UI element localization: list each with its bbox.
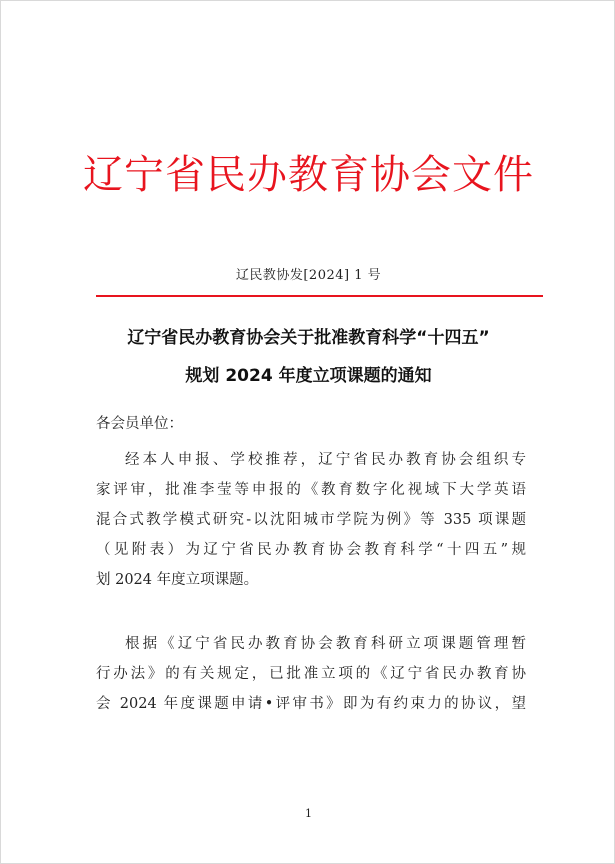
paragraph-2-line: 根据《辽宁省民办教育协会教育科研立项课题管理暂 bbox=[125, 636, 526, 652]
paragraph-2-line: 行办法》的有关规定，已批准立项的《辽宁省民办教育协 bbox=[96, 666, 526, 682]
paragraph-1-line: 混合式教学模式研究-以沈阳城市学院为例》等 335 项课题 bbox=[96, 512, 526, 528]
notice-title-line-1: 辽宁省民办教育协会关于批准教育科学“十四五” bbox=[127, 328, 490, 348]
red-divider bbox=[96, 295, 543, 297]
document-number: 辽民教协发[2024] 1 号 bbox=[235, 268, 382, 283]
paragraph-1-line: 经本人申报、学校推荐，辽宁省民办教育协会组织专 bbox=[125, 452, 526, 468]
paragraph-1-line: （见附表）为辽宁省民办教育协会教育科学“十四五”规 bbox=[96, 542, 526, 558]
document-header: 辽宁省民办教育协会文件 bbox=[83, 152, 534, 198]
addressee: 各会员单位： bbox=[96, 416, 183, 432]
paragraph-1-line: 划 2024 年度立项课题。 bbox=[96, 572, 259, 588]
notice-title-line-2: 规划 2024 年度立项课题的通知 bbox=[185, 366, 432, 386]
paragraph-1-line: 家评审，批准李莹等申报的《教育数字化视域下大学英语 bbox=[96, 482, 526, 498]
page-number: 1 bbox=[305, 807, 312, 820]
paragraph-1 bbox=[96, 445, 526, 595]
paragraph-2 bbox=[96, 629, 526, 719]
paragraph-2-line: 会 2024 年度课题申请•评审书》即为有约束力的协议，望 bbox=[96, 696, 526, 712]
